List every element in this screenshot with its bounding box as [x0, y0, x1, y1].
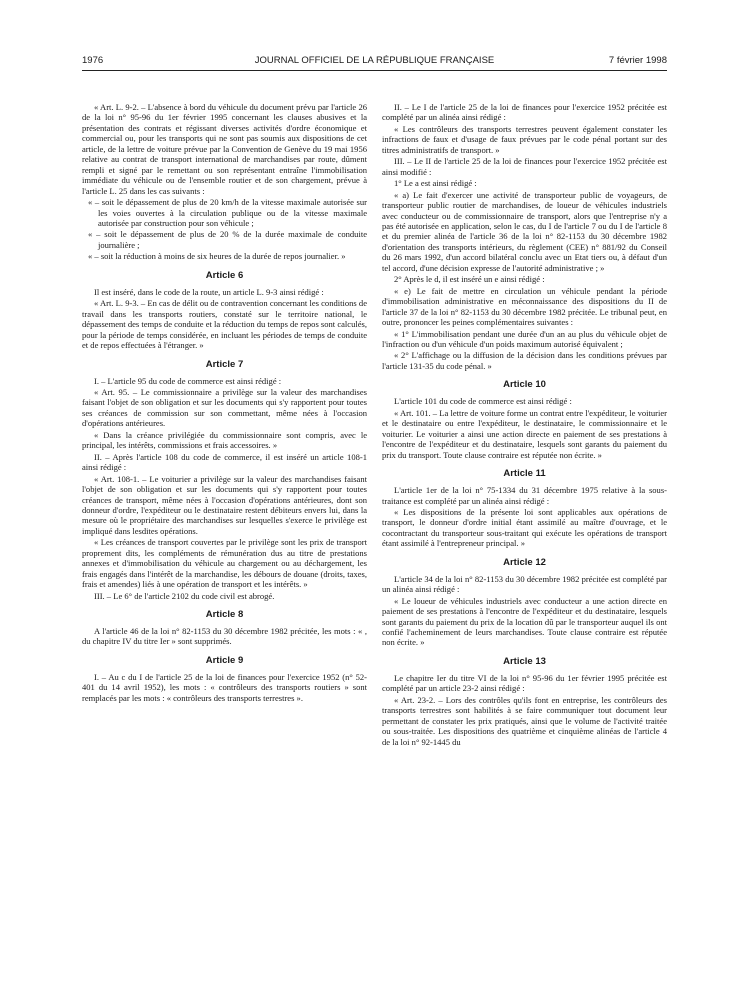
- paragraph: « Les créances de transport couvertes par le privilège sont les prix de transport proprement dits, les compléments de rémunération dus au titre de prestations annexes et d'immobilisation du véhicule au chargement ou au déchargement, les frais engagés dans l'intérêt de la marchandise, les débours de douane (droits, taxes, frais et amendes) liés à une opération de transport et les intérêts. »: [82, 537, 367, 590]
- paragraph: « 2° L'affichage ou la diffusion de la décision dans les conditions prévues par l'article 131-35 du code pénal. »: [382, 350, 667, 371]
- paragraph: Le chapitre Ier du titre VI de la loi n° 95-96 du 1er février 1995 précitée est complété par un article 23-2 ainsi rédigé :: [382, 672, 667, 694]
- list-item: « – soit la réduction à moins de six heures de la durée de repos journalier. »: [88, 251, 346, 262]
- article-heading: Article 13: [503, 655, 546, 667]
- article-heading: Article 11: [503, 468, 546, 480]
- list-item: « – soit le dépassement de plus de 20 km/h de la vitesse maximale autorisée sur les voies ouvertes à la circulation publique ou de la vitesse maximale autorisée par construction pour son véhicule ;: [88, 197, 367, 228]
- paragraph: « a) Le fait d'exercer une activité de transporteur public de voyageurs, de transporteur public routier de marchandises, de loueur de véhicules industriels avec conducteur ou de commissionnaire de transport, alors que l'entreprise n'y a pas été autorisée en application, selon le cas, du I de l'article 7 ou du I de l'article 8 et du premier alinéa de l'article 36 de la loi n° 82-1153 du 30 décembre 1982 d'orientation des transports intérieurs, du règlement (CEE) n° 881/92 du Conseil du 26 mars 1992, d'un accord bilatéral conclu avec un Etat tiers ou, à défaut d'un tel accord, d'une décision expresse de l'autorité administrative ; »: [382, 189, 667, 273]
- paragraph: III. – Le 6° de l'article 2102 du code civil est abrogé.: [94, 590, 275, 601]
- paragraph: A l'article 46 de la loi n° 82-1153 du 30 décembre 1982 précitée, les mots : « , du chapitre IV du titre Ier » sont supprimés.: [82, 626, 367, 647]
- left-column: [82, 102, 367, 962]
- paragraph: 1° Le a est ainsi rédigé :: [394, 178, 477, 189]
- page-number: 1976: [82, 55, 104, 66]
- right-column: [382, 102, 667, 962]
- paragraph: « e) Le fait de mettre en circulation un véhicule pendant la période d'immobilisation administrative en méconnaissance des dispositions du II de l'article 37 de la loi n° 82-1153 du 30 décembre 1982 précitée. Le tribunal peut, en outre, prononcer les peines complémentaires suivantes :: [382, 285, 667, 328]
- article-heading: Article 7: [205, 358, 244, 370]
- paragraph: « Le loueur de véhicules industriels avec conducteur a une action directe en paiement de ses prestations à l'encontre de l'expéditeur et du destinataire, lesquels sont garants du paiement du prix de la location dû par le transporteur auquel ils ont confié l'acheminement de leurs marchandises. Toute clause contraire est réputée non écrite. »: [382, 595, 667, 648]
- journal-title: JOURNAL OFFICIEL DE LA RÉPUBLIQUE FRANÇAISE: [254, 55, 495, 66]
- paragraph: I. – L'article 95 du code de commerce est ainsi rédigé :: [94, 375, 282, 386]
- paragraph: L'article 1er de la loi n° 75-1334 du 31 décembre 1975 relative à la sous-traitance est complété par un alinéa ainsi rédigé :: [382, 485, 667, 506]
- paragraph: « Art. L. 9-2. – L'absence à bord du véhicule du document prévu par l'article 26 de la loi n° 95-96 du 1er février 1995 concernant les clauses abusives et la présentation des contrats et régissant diverses activités d'ordre économique et commercial ou, pour les transports qui ne sont pas soumis aux dispositions de cet article, de la lettre de voiture prévue par la Convention de Genève du 19 mai 1956 relative au contrat de transport international de marchandises par route, dûment rempli et signé par le remettant ou son représentant entraîne l'immobilisation immédiate du véhicule ou de l'ensemble routier et de son chargement, prévue à l'article L. 25 dans les cas suivants :: [82, 102, 367, 196]
- paragraph: II. – Le I de l'article 25 de la loi de finances pour l'exercice 1952 précitée est complété par un alinéa ainsi rédigé :: [382, 102, 667, 123]
- paragraph: « Art. 101. – La lettre de voiture forme un contrat entre l'expéditeur, le voiturier et le destinataire ou entre l'expéditeur, le destinataire, le commissionnaire et le voiturier. Le voiturier a ainsi une action directe en paiement de ses prestations à l'encontre de l'expéditeur et du destinataire, lesquels sont garants du paiement du prix du transport. Toute clause contraire est réputée non écrite. »: [382, 407, 667, 460]
- paragraph: L'article 101 du code de commerce est ainsi rédigé :: [394, 396, 572, 407]
- paragraph: I. – Au c du I de l'article 25 de la loi de finances pour l'exercice 1952 (n° 52-401 du 14 avril 1952), les mots : « contrôleurs des transports routiers » sont remplacés par les mots : « contrôleurs des transports terrestres ».: [82, 671, 367, 703]
- paragraph: « Dans la créance privilégiée du commissionnaire sont compris, avec le principal, les intérêts, commissions et frais accessoires. »: [82, 429, 367, 451]
- paragraph: L'article 34 de la loi n° 82-1153 du 30 décembre 1982 précitée est complété par un alinéa ainsi rédigé :: [382, 573, 667, 595]
- publication-date: 7 février 1998: [608, 55, 667, 66]
- paragraph: « 1° L'immobilisation pendant une durée d'un an au plus du véhicule objet de l'infraction ou d'un véhicule d'un poids maximum autorisé équivalent ;: [382, 328, 667, 349]
- paragraph: III. – Le II de l'article 25 de la loi de finances pour l'exercice 1952 précitée est ainsi modifié :: [382, 156, 667, 177]
- paragraph: « Les dispositions de la présente loi sont applicables aux opérations de transport, le donneur d'ordre initial étant assimilé au maître d'ouvrage, et le cocontractant du transporteur sous-traitant qui exécute les opérations de transport étant assimilé à l'entrepreneur principal. »: [382, 506, 667, 549]
- paragraph: « Art. 108-1. – Le voiturier a privilège sur la valeur des marchandises faisant l'objet de son obligation et sur les documents qui s'y rapportent pour toutes créances de transport, même nées à l'occasion d'opérations antérieures, dont son donneur d'ordre, l'expéditeur ou le destinataire restent débiteurs envers lui, dans la mesure où le propriétaire des marchandises sur lesquelles s'exerce le privilège est impliqué dans lesdites opérations.: [82, 473, 367, 536]
- paragraph: « Art. 95. – Le commissionnaire a privilège sur la valeur des marchandises faisant l'objet de son obligation et sur les documents qui s'y rapportent pour toutes ses créances de commission sur son commettant, même nées à l'occasion d'opérations antérieures.: [82, 386, 367, 429]
- page-header: [82, 55, 667, 71]
- article-heading: Article 12: [503, 556, 546, 568]
- paragraph: « Les contrôleurs des transports terrestres peuvent également constater les infractions de faux et d'usage de faux prévues par le code pénal portant sur des titres administratifs de transport. »: [382, 123, 667, 155]
- paragraph: « Art. 23-2. – Lors des contrôles qu'ils font en entreprise, les contrôleurs des transports terrestres sont habilités à se faire communiquer tout document leur permettant de constater les prix pratiqués, ainsi que le volume de l'activité traitée ou sous-traitée. Les dispositions des quatrième et cinquième alinéas de l'article 4 de la loi n° 92-1445 du: [382, 694, 667, 747]
- article-heading: Article 10: [503, 379, 546, 391]
- article-heading: Article 8: [205, 609, 244, 621]
- paragraph: II. – Après l'article 108 du code de commerce, il est inséré un article 108-1 ainsi rédigé :: [82, 451, 367, 473]
- list-item: « – soit le dépassement de plus de 20 % de la durée maximale de conduite journalière ;: [88, 229, 367, 250]
- article-heading: Article 6: [205, 269, 244, 281]
- paragraph: « Art. L. 9-3. – En cas de délit ou de contravention concernant les conditions de travail dans les transports routiers, constaté sur le territoire national, le dépassement des temps de conduite et la réduction du temps de repos sont calculés, pour la période de temps considérée, en incluant les périodes de temps de conduite et de repos effectuées à l'étranger. »: [82, 298, 367, 351]
- article-heading: Article 9: [205, 654, 244, 666]
- paragraph: Il est inséré, dans le code de la route, un article L. 9-3 ainsi rédigé :: [94, 286, 324, 297]
- paragraph: 2° Après le d, il est inséré un e ainsi rédigé :: [394, 274, 545, 285]
- header-rule: [82, 70, 667, 71]
